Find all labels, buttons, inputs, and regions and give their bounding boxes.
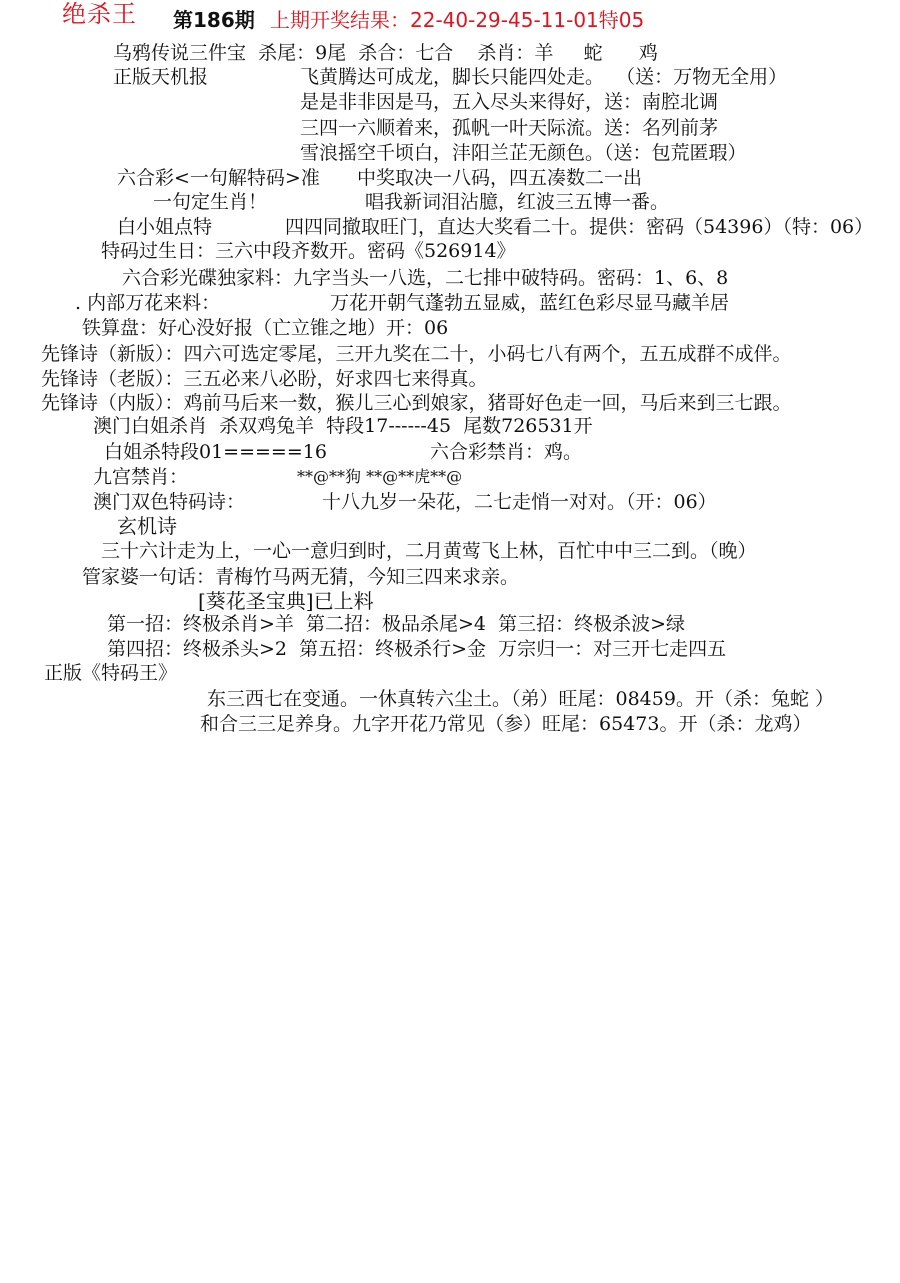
line-one-sentence-label: 六合彩<一句解特码>准 [117,167,320,189]
line-kuihua-moves-1: 第一招：终极杀肖>羊 第二招：极品杀尾>4 第三招：终极杀波>绿 [107,613,686,635]
line-tianjibao-poem-4: 雪浪摇空千顷白，沣阳兰芷无颜色。（送：包荒匿瑕） [300,142,747,164]
line-tianjibao-poem-1: 飞黄腾达可成龙，脚长只能四处走。 （送：万物无全用） [300,66,788,88]
line-macau-color-label: 澳门双色特码诗： [93,491,246,513]
line-baixiaojie-text: 四四同撤取旺门，直达大奖看二十。提供：密码（54396）（特：06） [285,216,874,238]
line-macau-baijie: 澳门白姐杀肖 杀双鸡兔羊 特段17------45 尾数726531开 [93,415,593,437]
line-birthday: 特码过生日：三六中段齐数开。密码《526914》 [101,240,516,262]
issue-number: 第186期 [173,8,255,32]
line-tianjibao-label: 正版天机报 [113,66,209,88]
line-housekeeper: 管家婆一句话：青梅竹马两无猜，今知三四来求亲。 [82,566,520,588]
line-zodiac-label: 一句定生肖！ [153,191,268,213]
line-pioneer-inner: 先锋诗（内版）：鸡前马后来一数，猴儿三心到娘家，猪哥好色走一回，马后来到三七跟。 [41,392,792,414]
line-wanhua-text: 万花开朝气蓬勃五显威，蓝红色彩尽显马藏羊居 [330,292,730,314]
line-temawang-2: 和合三三足养身。九字开花乃常见（参）旺尾：65473。开（杀：龙鸡） [200,713,812,735]
line-temawang-1: 东三西七在变通。一休真转六尘土。（弟）旺尾：08459。开（杀：兔蛇 ） [207,688,834,710]
line-one-sentence-text: 中奖取决一八码，四五凑数二一出 [357,167,643,189]
line-pioneer-old: 先锋诗（老版）：三五必来八必盼，好求四七来得真。 [41,368,488,390]
line-crow-legend: 乌鸦传说三件宝 杀尾：9尾 杀合：七合 杀肖：羊 蛇 鸡 [113,42,658,64]
line-pioneer-new: 先锋诗（新版）：四六可选定零尾，三开九奖在二十，小码七八有两个，五五成群不成伴。 [41,343,792,365]
last-draw-result: 上期开奖结果：22-40-29-45-11-01特05 [270,8,645,32]
line-tianjibao-poem-2: 是是非非因是马，五入尽头来得好，送：南腔北调 [300,91,719,113]
line-xuanji-text: 三十六计走为上，一心一意归到时，二月黄莺飞上林，百忙中中三二到。（晚） [101,540,757,562]
line-disc-exclusive: 六合彩光碟独家料：九字当头一八选，二七排中破特码。密码：1、6、8 [122,267,729,289]
line-banned-zodiac: 六合彩禁肖：鸡。 [430,441,583,463]
page-title: 绝杀王 [62,0,137,28]
section-temawang: 正版《特码王》 [44,662,178,684]
line-jiugong-text: **@**狗 **@**虎**@ [297,467,463,486]
line-baijie-segment: 白姐杀特段01=====16 [104,441,327,463]
line-tianjibao-poem-3: 三四一六顺着来，孤帆一叶天际流。送：名列前茅 [300,117,719,139]
line-wanhua-label: . 内部万花来料： [75,292,221,314]
line-macau-color-text: 十八九岁一朵花，二七走悄一对对。（开：06） [322,491,717,513]
section-kuihua: [葵花圣宝典]已上料 [198,589,374,613]
line-kuihua-moves-2: 第四招：终极杀头>2 第五招：终极杀行>金 万宗归一：对三开七走四五 [107,638,727,660]
section-xuanji-poem: 玄机诗 [117,514,177,538]
line-baixiaojie-label: 白小姐点特 [117,216,213,238]
line-zodiac-text: 唱我新词泪沾臆，红波三五博一番。 [365,191,670,213]
line-jiugong-label: 九宫禁肖： [93,466,189,488]
line-abacus: 铁算盘：好心没好报（亡立锥之地）开：06 [82,317,449,339]
